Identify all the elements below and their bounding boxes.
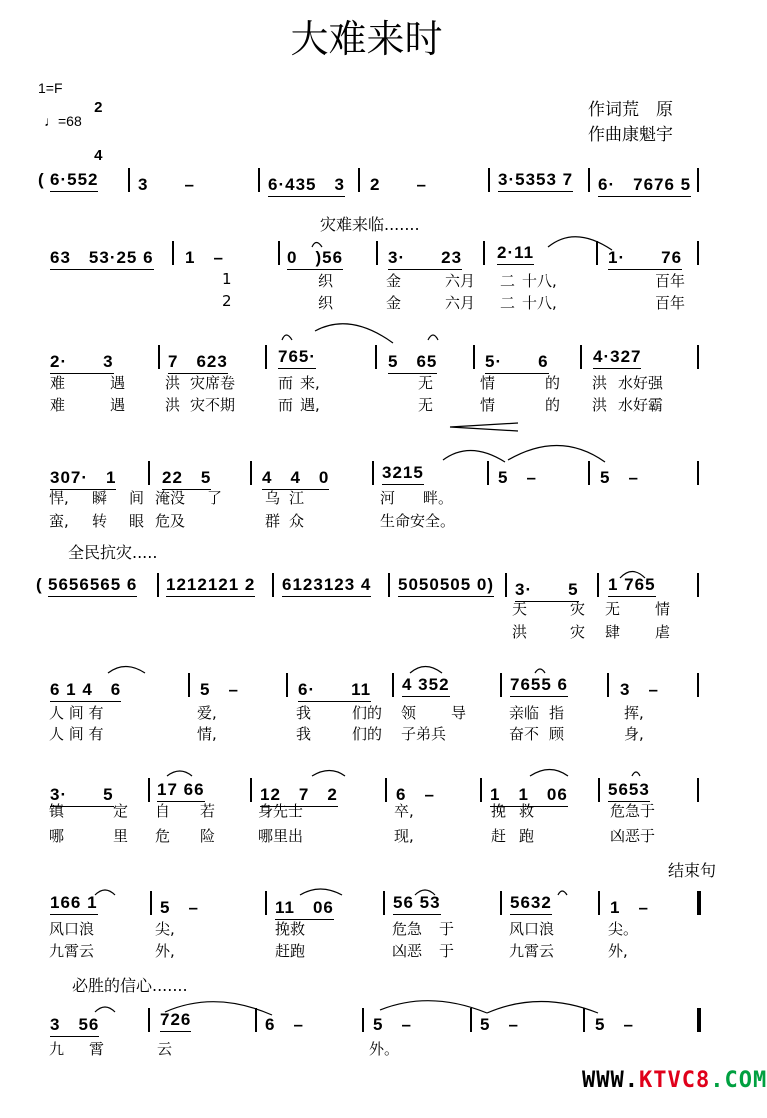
lyric-verse-1: 危急 bbox=[392, 920, 423, 938]
barline bbox=[697, 461, 699, 485]
lyric-verse-1: 若 bbox=[200, 802, 216, 820]
measure: 2· 3 bbox=[50, 347, 114, 374]
measure: 2 – bbox=[370, 175, 427, 194]
measure: 5· 6 bbox=[485, 347, 549, 374]
lyric-verse-1: 自 bbox=[155, 802, 171, 820]
lyric-verse-2: 眼 bbox=[129, 512, 145, 530]
lyric-verse-1: 而 bbox=[278, 374, 294, 392]
barline bbox=[505, 573, 507, 597]
measure: 5 – bbox=[200, 680, 239, 699]
lyric-verse-1: 卒, bbox=[394, 802, 414, 820]
measure: 4·327 bbox=[593, 347, 641, 369]
lyric-verse-1: 风口浪 bbox=[509, 920, 555, 938]
lyric-verse-2: 众 bbox=[289, 512, 305, 530]
measure: 3· 5 bbox=[515, 575, 579, 602]
lyric-verse-1: 指 bbox=[549, 704, 565, 722]
lyric-verse-1: 悍, bbox=[49, 489, 69, 507]
watermark-site: KTVC8 bbox=[638, 1068, 711, 1093]
measure: 307· 1 bbox=[50, 463, 116, 490]
lyric-verse-1: 洪 bbox=[592, 374, 608, 392]
lyric-verse-1: 们的 bbox=[352, 704, 383, 722]
lyricist-credit: 作词荒 原 bbox=[588, 100, 673, 120]
lyric-verse-2: 六月 bbox=[445, 294, 476, 312]
barline bbox=[383, 891, 385, 915]
open-paren: ( bbox=[38, 170, 45, 189]
lyric-verse-2: 的 bbox=[545, 396, 561, 414]
lyric-verse-1: 畔。 bbox=[423, 489, 454, 507]
lyric-verse-1: 无 bbox=[418, 374, 434, 392]
lyric-verse-2: 织 bbox=[318, 294, 334, 312]
measure: 5 65 bbox=[388, 347, 437, 374]
lyric-verse-1: 身先士 bbox=[258, 802, 304, 820]
lyric-verse-2: 蛮, bbox=[49, 512, 69, 530]
lyric-verse-1: 尖。 bbox=[608, 920, 639, 938]
lyric-verse-1: 亲临 bbox=[509, 704, 540, 722]
barline bbox=[597, 573, 599, 597]
watermark bbox=[525, 1043, 767, 1118]
barline bbox=[157, 573, 159, 597]
lyric-verse-2: 洪 bbox=[512, 623, 528, 641]
slur bbox=[410, 667, 442, 674]
barline bbox=[376, 241, 378, 265]
barline bbox=[470, 1008, 472, 1032]
slur bbox=[312, 771, 345, 777]
barline bbox=[607, 673, 609, 697]
lyric-verse-2: 遇, bbox=[300, 396, 320, 414]
lyric-verse-1: 情 bbox=[480, 374, 496, 392]
measure: 4 352 bbox=[402, 675, 450, 697]
lyric-verse-1: 无 bbox=[605, 600, 621, 618]
lyric-verse-1: 天 bbox=[512, 600, 528, 618]
barline bbox=[358, 168, 360, 192]
final-barline bbox=[697, 891, 701, 915]
lyric-verse-1: 挽 bbox=[491, 802, 507, 820]
lyric-verse-1: 河 bbox=[380, 489, 396, 507]
barline bbox=[385, 778, 387, 802]
measure: 3 – bbox=[138, 175, 195, 194]
measure: 17 66 bbox=[157, 780, 205, 802]
barline bbox=[583, 1008, 585, 1032]
barline bbox=[158, 345, 160, 369]
measure: 6 – bbox=[396, 785, 435, 804]
lyric-verse-2: 虐 bbox=[655, 623, 671, 641]
lyric-verse-2: 二 bbox=[500, 294, 516, 312]
barline bbox=[697, 778, 699, 802]
lyric-verse-1: 十八, bbox=[522, 272, 557, 290]
lyric-verse-1: 百年 bbox=[655, 272, 686, 290]
lyric-verse-1: 霄 bbox=[89, 1040, 105, 1058]
time-signature-top: 2 bbox=[94, 99, 103, 116]
measure: 3· 23 bbox=[388, 243, 462, 270]
slur bbox=[108, 667, 145, 674]
final-barline bbox=[697, 1008, 701, 1032]
lyric-verse-2: 危 bbox=[155, 827, 171, 845]
watermark-com: .COM bbox=[710, 1068, 767, 1093]
measure: 765· bbox=[278, 347, 316, 369]
measure: 6·552 bbox=[50, 170, 98, 192]
measure: 1 1 06 bbox=[490, 780, 568, 807]
lyric-verse-2: 灾不期 bbox=[190, 396, 236, 414]
barline bbox=[598, 891, 600, 915]
barline bbox=[480, 778, 482, 802]
lyric-verse-2: 奋不 bbox=[509, 725, 540, 743]
barline bbox=[150, 891, 152, 915]
measure: 7 623 bbox=[168, 347, 228, 374]
lyric-verse-1: 金 bbox=[386, 272, 402, 290]
measure: 5 – bbox=[498, 468, 537, 487]
measure: 3·5353 7 bbox=[498, 170, 573, 192]
lyric-verse-1: 挥, bbox=[624, 704, 644, 722]
lyric-verse-2: 跑 bbox=[519, 827, 535, 845]
lyric-verse-2: 肆 bbox=[605, 623, 621, 641]
lyric-verse-2: 子弟兵 bbox=[401, 725, 447, 743]
barline bbox=[286, 673, 288, 697]
lyric-verse-2: 金 bbox=[386, 294, 402, 312]
measure: 1 – bbox=[185, 248, 224, 267]
barline bbox=[487, 461, 489, 485]
ending-label: 结束句 bbox=[668, 861, 717, 880]
lyric-verse-1: 挽救 bbox=[275, 920, 306, 938]
slur bbox=[167, 771, 192, 776]
barline bbox=[500, 673, 502, 697]
lyric-verse-2: 水好霸 bbox=[618, 396, 664, 414]
barline bbox=[596, 241, 598, 265]
measure: 3· 5 bbox=[50, 780, 114, 807]
slur bbox=[282, 335, 292, 340]
measure: 1 765 bbox=[608, 575, 656, 597]
lyric-verse-2: 情 bbox=[480, 396, 496, 414]
lyric-verse-2: 哪里出 bbox=[258, 827, 304, 845]
lyric-verse-1: 我 bbox=[296, 704, 312, 722]
measure: 5 – bbox=[373, 1015, 412, 1034]
lyric-verse-1: 灾席卷 bbox=[190, 374, 236, 392]
lyric-verse-1: 情 bbox=[655, 600, 671, 618]
measure: 6· 11 bbox=[298, 675, 371, 702]
crescendo bbox=[450, 423, 518, 431]
barline bbox=[488, 168, 490, 192]
lyric-verse-1: 人 间 有 bbox=[49, 704, 104, 722]
measure: 4 4 0 bbox=[262, 463, 329, 490]
measure: 5653 bbox=[608, 780, 650, 802]
lyric-verse-1: 洪 bbox=[165, 374, 181, 392]
lyric-verse-1: 定 bbox=[113, 802, 129, 820]
lyric-verse-2: 我 bbox=[296, 725, 312, 743]
slur bbox=[632, 772, 640, 776]
lyric-verse-2: 身, bbox=[624, 725, 644, 743]
slur bbox=[95, 890, 115, 895]
measure: 56 53 bbox=[393, 893, 441, 915]
lyric-verse-2: 赶跑 bbox=[275, 942, 306, 960]
lyric-verse-1: 领 bbox=[401, 704, 417, 722]
lyric-verse-1: 的 bbox=[545, 374, 561, 392]
lyric-verse-2: 灾 bbox=[570, 623, 586, 641]
barline bbox=[188, 673, 190, 697]
measure: 12 7 2 bbox=[260, 780, 338, 807]
barline bbox=[588, 168, 590, 192]
lyric-verse-1: 江 bbox=[289, 489, 305, 507]
measure: 5632 bbox=[510, 893, 552, 915]
measure: 22 5 bbox=[162, 463, 211, 490]
barline bbox=[250, 461, 252, 485]
measure: 166 1 bbox=[50, 893, 98, 915]
lyric-verse-1: 难 bbox=[50, 374, 66, 392]
lyric-verse-2: 现, bbox=[394, 827, 414, 845]
cue-text-1: 灾难来临....... bbox=[320, 215, 420, 234]
measure: 6·435 3 bbox=[268, 170, 345, 197]
barline bbox=[250, 778, 252, 802]
measure: 2·11 bbox=[497, 243, 534, 265]
lyric-verse-2: 凶恶于 bbox=[610, 827, 656, 845]
lyric-verse-1: 1 bbox=[222, 270, 232, 288]
barline bbox=[258, 168, 260, 192]
slur bbox=[508, 445, 605, 462]
measure: 1· 76 bbox=[608, 243, 682, 270]
lyric-verse-2: 外, bbox=[608, 942, 628, 960]
lyric-verse-1: 云 bbox=[157, 1040, 173, 1058]
lyric-verse-1: 外。 bbox=[369, 1040, 400, 1058]
lyric-verse-1: 灾 bbox=[570, 600, 586, 618]
measure: 0 )56 bbox=[287, 243, 343, 270]
barline bbox=[172, 241, 174, 265]
lyric-verse-2: 顾 bbox=[549, 725, 565, 743]
measure: 5 – bbox=[600, 468, 639, 487]
measure: 5 – bbox=[480, 1015, 519, 1034]
lyric-verse-2: 群 bbox=[265, 512, 281, 530]
lyric-verse-1: 于 bbox=[439, 920, 455, 938]
lyric-verse-2: 外, bbox=[155, 942, 175, 960]
lyric-verse-2: 遇 bbox=[110, 396, 126, 414]
measure: 63 53·25 6 bbox=[50, 243, 154, 270]
lyric-verse-2: 难 bbox=[50, 396, 66, 414]
measure: 726 bbox=[160, 1010, 191, 1032]
lyric-verse-2: 危及 bbox=[155, 512, 186, 530]
barline bbox=[272, 573, 274, 597]
barline bbox=[580, 345, 582, 369]
lyric-verse-1: 瞬 bbox=[92, 489, 108, 507]
lyric-verse-2: 情, bbox=[197, 725, 217, 743]
measure: 1 – bbox=[610, 898, 649, 917]
barline bbox=[375, 345, 377, 369]
song-title: 大难来时 bbox=[290, 17, 443, 61]
measure: 3 56 bbox=[50, 1010, 99, 1037]
slur bbox=[315, 324, 393, 343]
measure: 6· 7676 5 bbox=[598, 170, 691, 197]
lyric-verse-2: 洪 bbox=[165, 396, 181, 414]
slur bbox=[558, 891, 567, 895]
barline bbox=[128, 168, 130, 192]
barline bbox=[483, 241, 485, 265]
lyric-verse-1: 遇 bbox=[110, 374, 126, 392]
cue-text-2: 全民抗灾..... bbox=[68, 543, 158, 562]
barline bbox=[697, 673, 699, 697]
lyric-verse-1: 六月 bbox=[445, 272, 476, 290]
barline bbox=[392, 673, 394, 697]
lyric-verse-2: 生命安全。 bbox=[380, 512, 456, 530]
time-signature-bottom: 4 bbox=[94, 147, 103, 164]
barline bbox=[598, 778, 600, 802]
cue-text-4: 必胜的信心....... bbox=[72, 976, 188, 995]
measure: 3 – bbox=[620, 680, 659, 699]
lyric-verse-2: 转 bbox=[92, 512, 108, 530]
slur bbox=[535, 669, 545, 673]
barline bbox=[388, 573, 390, 597]
barline bbox=[148, 461, 150, 485]
measure: 5 – bbox=[160, 898, 199, 917]
lyric-verse-2: 而 bbox=[278, 396, 294, 414]
lyric-verse-2: 凶恶 bbox=[392, 942, 423, 960]
measure: 11 06 bbox=[275, 893, 334, 920]
lyric-verse-2: 人 间 有 bbox=[49, 725, 104, 743]
lyric-verse-1: 乌 bbox=[265, 489, 281, 507]
measure: 7655 6 bbox=[510, 675, 568, 697]
measure: 6 1 4 6 bbox=[50, 675, 121, 702]
barline bbox=[697, 573, 699, 597]
barline bbox=[265, 345, 267, 369]
lyric-verse-2: 们的 bbox=[352, 725, 383, 743]
slur bbox=[530, 770, 568, 777]
lyric-verse-2: 里 bbox=[113, 827, 129, 845]
tempo-marking: ♩=68 bbox=[44, 113, 82, 129]
lyric-verse-1: 了 bbox=[207, 489, 223, 507]
lyric-verse-2: 百年 bbox=[655, 294, 686, 312]
barline bbox=[265, 891, 267, 915]
lyric-verse-1: 九 bbox=[49, 1040, 65, 1058]
slur bbox=[443, 450, 505, 462]
lyric-verse-2: 赶 bbox=[491, 827, 507, 845]
measure: 5 – bbox=[595, 1015, 634, 1034]
measure: 5050505 0) bbox=[398, 575, 494, 597]
watermark-www: WWW. bbox=[581, 1068, 639, 1093]
barline bbox=[500, 891, 502, 915]
key-signature: 1=F bbox=[38, 80, 63, 96]
lyric-verse-2: 于 bbox=[439, 942, 455, 960]
barline bbox=[148, 1008, 150, 1032]
open-paren: ( bbox=[36, 575, 43, 594]
lyric-verse-1: 淹没 bbox=[155, 489, 186, 507]
lyric-verse-1: 爱, bbox=[197, 704, 217, 722]
barline bbox=[588, 461, 590, 485]
measure: 6 – bbox=[265, 1015, 304, 1034]
barline bbox=[372, 461, 374, 485]
barline bbox=[473, 345, 475, 369]
measure: 3215 bbox=[382, 463, 424, 485]
lyric-verse-1: 导 bbox=[451, 704, 467, 722]
slur bbox=[548, 237, 612, 250]
barline bbox=[278, 241, 280, 265]
composer-credit: 作曲康魁宇 bbox=[588, 125, 673, 145]
lyric-verse-1: 水好强 bbox=[618, 374, 664, 392]
lyric-verse-2: 2 bbox=[222, 292, 232, 310]
lyric-verse-1: 间 bbox=[129, 489, 145, 507]
lyric-verse-1: 救 bbox=[519, 802, 535, 820]
barline bbox=[148, 778, 150, 802]
lyric-verse-1: 来, bbox=[300, 374, 320, 392]
barline bbox=[697, 345, 699, 369]
barline bbox=[697, 241, 699, 265]
slur bbox=[428, 335, 438, 340]
lyric-verse-1: 镇 bbox=[49, 802, 65, 820]
lyric-verse-2: 哪 bbox=[49, 827, 65, 845]
lyric-verse-1: 尖, bbox=[155, 920, 175, 938]
barline bbox=[362, 1008, 364, 1032]
barline bbox=[255, 1008, 257, 1032]
lyric-verse-1: 危急于 bbox=[610, 802, 656, 820]
measure: 5656565 6 bbox=[48, 575, 137, 597]
lyric-verse-2: 九霄云 bbox=[49, 942, 95, 960]
lyric-verse-1: 织 bbox=[318, 272, 334, 290]
measure: 6123123 4 bbox=[282, 575, 371, 597]
lyric-verse-2: 无 bbox=[418, 396, 434, 414]
lyric-verse-2: 十八, bbox=[522, 294, 557, 312]
measure: 1212121 2 bbox=[166, 575, 255, 597]
lyric-verse-2: 九霄云 bbox=[509, 942, 555, 960]
lyric-verse-1: 二 bbox=[500, 272, 516, 290]
barline bbox=[697, 168, 699, 192]
lyric-verse-2: 洪 bbox=[592, 396, 608, 414]
lyric-verse-1: 风口浪 bbox=[49, 920, 95, 938]
lyric-verse-2: 险 bbox=[200, 827, 216, 845]
